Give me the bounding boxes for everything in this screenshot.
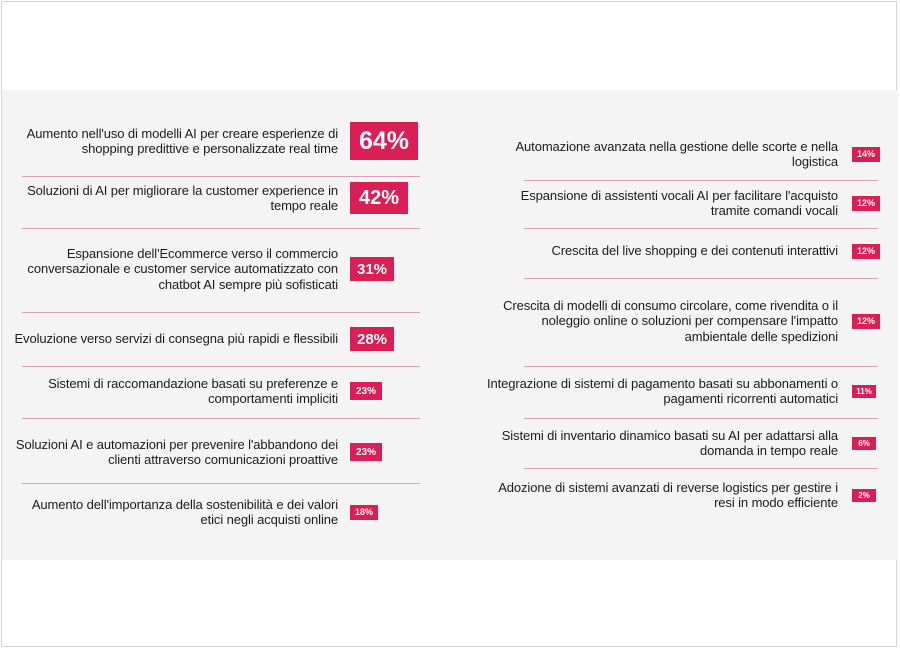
chart-row xyxy=(472,230,892,272)
item-label: Espansione dell'Ecommerce verso il commercio conversazionale e customer service automatizzato con chatbot AI sempre più sofisticati xyxy=(27,245,338,292)
item-label: Aumento nell'uso di modelli AI per creare esperienze di shopping predittive e personalizzate real time xyxy=(26,125,338,156)
badge-slot xyxy=(350,382,422,400)
badge-slot xyxy=(852,196,892,211)
row-divider xyxy=(524,366,878,367)
row-divider xyxy=(22,176,420,177)
chart-row xyxy=(12,112,422,170)
chart-row xyxy=(472,128,892,180)
badge-slot xyxy=(852,437,892,450)
badge-slot xyxy=(350,122,422,160)
percentage-badge: 14% xyxy=(852,147,880,162)
chart-row xyxy=(12,318,422,360)
row-divider xyxy=(524,418,878,419)
row-divider xyxy=(22,483,420,484)
badge-slot xyxy=(852,147,892,162)
chart-row xyxy=(12,178,422,218)
badge-slot xyxy=(350,327,422,351)
row-divider xyxy=(524,278,878,279)
badge-slot xyxy=(350,257,422,281)
item-label: Adozione di sistemi avanzati di reverse logistics per gestire i resi in modo efficiente xyxy=(498,479,838,510)
percentage-badge: 2% xyxy=(852,489,876,502)
row-divider xyxy=(22,418,420,419)
chart-row xyxy=(472,370,892,412)
percentage-badge: 23% xyxy=(350,443,382,461)
row-divider xyxy=(524,180,878,181)
badge-slot xyxy=(852,244,892,259)
chart-row xyxy=(472,282,892,360)
percentage-badge: 42% xyxy=(350,182,408,214)
chart-row xyxy=(472,422,892,464)
item-label: Soluzioni AI e automazioni per prevenire l'abbandono dei clienti attraverso comunicazioni proattive xyxy=(15,436,338,467)
badge-slot xyxy=(350,443,422,461)
chart-row xyxy=(12,370,422,412)
row-divider xyxy=(22,312,420,313)
badge-slot xyxy=(852,385,892,398)
row-divider xyxy=(22,366,420,367)
chart-row xyxy=(12,424,422,480)
chart-panel xyxy=(2,90,898,560)
chart-row xyxy=(12,490,422,534)
badge-slot xyxy=(852,489,892,502)
percentage-badge: 6% xyxy=(852,437,876,450)
percentage-badge: 18% xyxy=(350,505,378,520)
percentage-badge: 11% xyxy=(852,385,876,398)
percentage-badge: 23% xyxy=(350,382,382,400)
item-label: Automazione avanzata nella gestione delle scorte e nella logistica xyxy=(515,138,838,169)
percentage-badge: 12% xyxy=(852,244,880,259)
item-label: Soluzioni di AI per migliorare la customer experience in tempo reale xyxy=(27,182,338,213)
item-label: Evoluzione verso servizi di consegna più rapidi e flessibili xyxy=(14,331,338,347)
item-label: Sistemi di inventario dinamico basati su AI per adattarsi alla domanda in tempo reale xyxy=(501,427,838,458)
percentage-badge: 28% xyxy=(350,327,394,351)
row-divider xyxy=(22,228,420,229)
badge-slot xyxy=(852,314,892,329)
percentage-badge: 12% xyxy=(852,314,880,329)
item-label: Integrazione di sistemi di pagamento basati su abbonamenti o pagamenti ricorrenti automatici xyxy=(487,375,838,406)
row-divider xyxy=(524,468,878,469)
percentage-badge: 12% xyxy=(852,196,880,211)
badge-slot xyxy=(350,505,422,520)
item-label: Espansione di assistenti vocali AI per facilitare l'acquisto tramite comandi vocali xyxy=(520,187,838,218)
percentage-badge: 31% xyxy=(350,257,394,281)
item-label: Crescita di modelli di consumo circolare, come rivendita o il noleggio online o soluzioni per compensare l'impatto ambientale delle spedizioni xyxy=(503,297,838,344)
chart-row xyxy=(472,474,892,516)
item-label: Aumento dell'importanza della sostenibilità e dei valori etici negli acquisti online xyxy=(31,496,338,527)
row-divider xyxy=(524,228,878,229)
chart-row xyxy=(472,184,892,222)
percentage-badge: 64% xyxy=(350,122,418,160)
item-label: Sistemi di raccomandazione basati su preferenze e comportamenti impliciti xyxy=(48,375,338,406)
chart-row xyxy=(12,234,422,304)
item-label: Crescita del live shopping e dei contenuti interattivi xyxy=(551,243,838,259)
badge-slot xyxy=(350,182,422,214)
